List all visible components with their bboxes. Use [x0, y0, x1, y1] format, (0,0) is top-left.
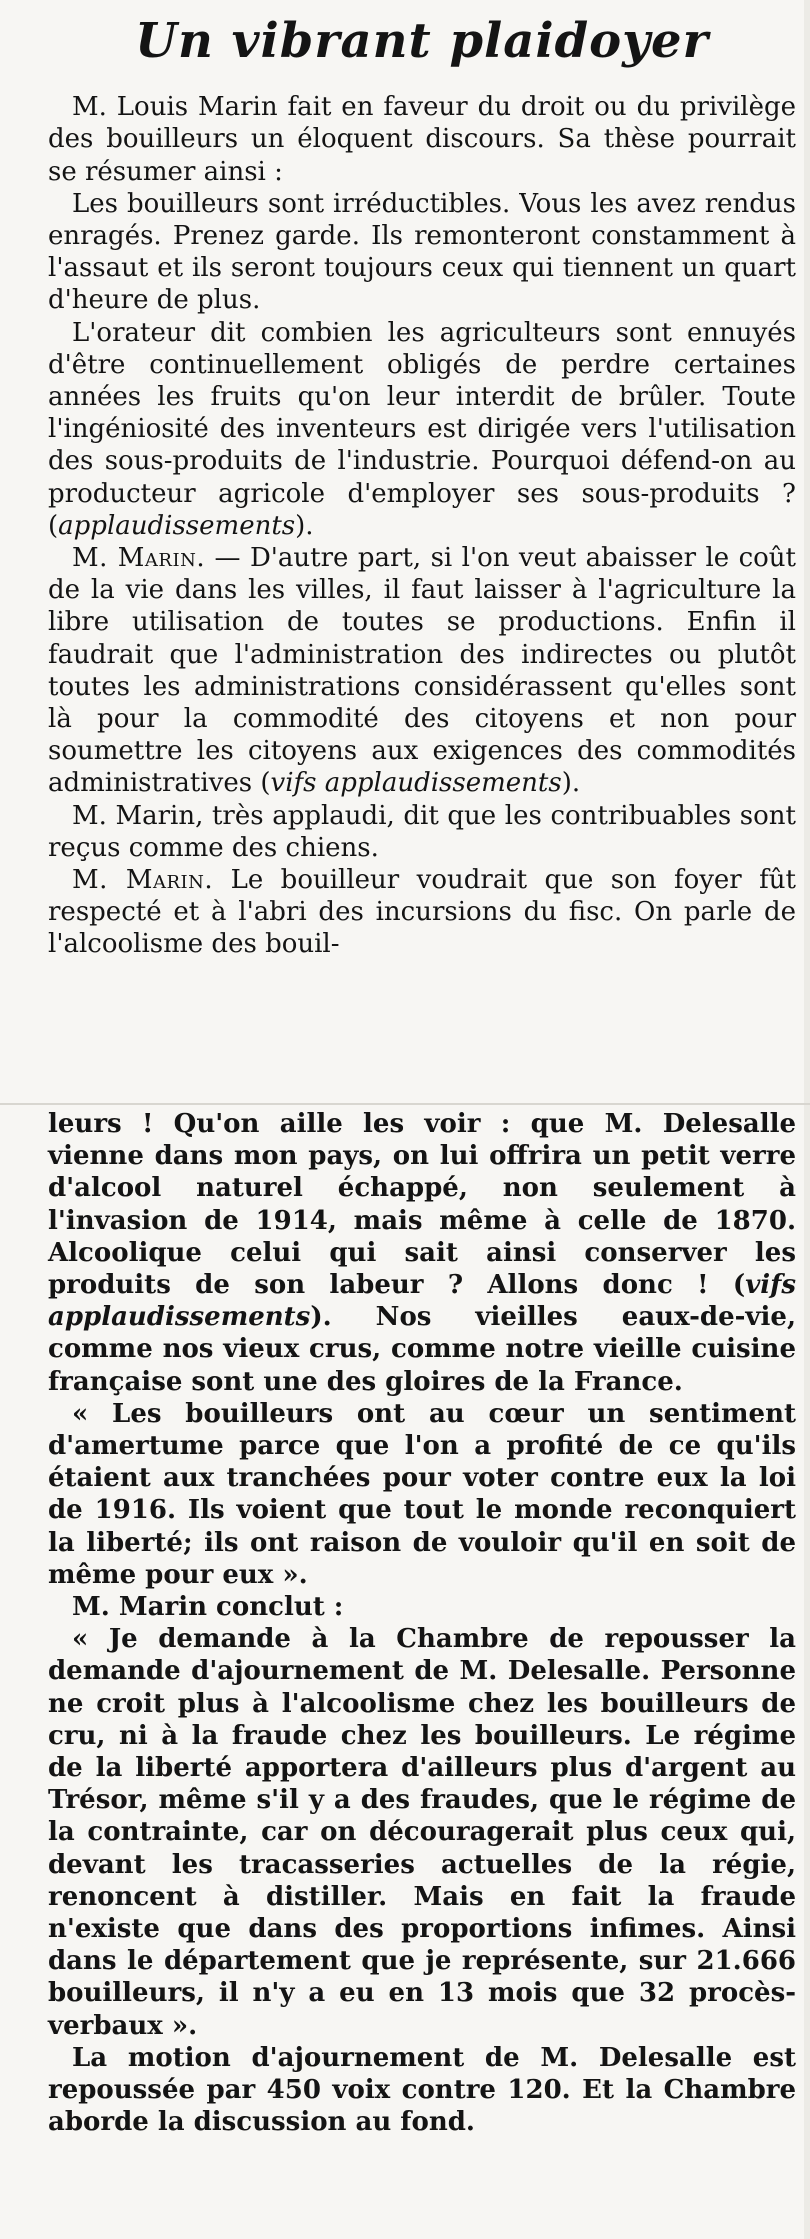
speaker-name: M. Marin. — [72, 543, 206, 574]
paragraph-conclusion-quote: « Je demande à la Chambre de repousser la demande d'ajournement de M. Delesalle. Personne ne croit plus à l'alcoolisme chez les bouilleurs de cru, ni à la fraude chez les bouilleurs. Le régime de la liberté apportera d'ailleurs plus d'argent au Trésor, même s'il y a des fraudes, que le régime de la contrainte, car on découragerait plus ceux qui, devant les tracasseries actuelles de la régie, renoncent à distiller. Mais en fait la fraude n'existe que dans des proportions infimes. Ainsi dans le département que je représente, sur 21.666 bouilleurs, il n'y a eu en 13 mois que 32 procès-verbaux ». — [48, 1624, 796, 2041]
speaker-name: M. Marin. — [72, 865, 214, 896]
paragraph-amertume: « Les bouilleurs ont au cœur un sentiment d'amertume parce que l'on a profité de ce qu'ils étaient aux tranchées pour voter contre eux la loi de 1916. Ils voient que tout le monde reconquiert la liberté; ils ont raison de vouloir qu'il en soit de même pour eux ». — [48, 1398, 796, 1590]
paragraph-contribuables: M. Marin, très applaudi, dit que les contribuables sont reçus comme des chiens. — [48, 800, 796, 863]
article-title: Un vibrant plaidoyer — [135, 13, 709, 69]
paragraph-alcoolisme — [48, 1108, 796, 1398]
article-column-bottom — [48, 1108, 796, 2139]
paragraph-marin-cout-vie-end: ). — [561, 768, 581, 799]
paragraph-conclusion-heading: M. Marin conclut : — [72, 1592, 344, 1623]
paragraph-bouilleur-foyer-text: Le bouilleur voudrait que son foyer fût respecté et à l'abri des incursions du fisc. On parle de l'alcoolisme des bouil- — [48, 865, 797, 960]
page-edge — [804, 0, 810, 2239]
paragraph-marin-cout-vie-text: — D'autre part, si l'on veut abaisser le coût de la vie dans les villes, il faut laisser à l'agriculture la libre utilisation de toutes se productions. Enfin il faudrait que l'administration des indirectes ou plutôt toutes les administrations considérassent qu'elles sont là pour la commodité des citoyens et non pour soumettre les citoyens aux exigences des commodités administratives ( — [48, 543, 797, 799]
applause-note: vifs applaudissements — [48, 1270, 796, 1333]
applause-note: applaudissements — [58, 510, 296, 541]
paragraph-orateur — [48, 317, 796, 542]
paragraph-alcoolisme-end: ). Nos vieilles eaux-de-vie, comme nos vieux crus, comme notre vieille cuisine française sont une des gloires de la France. — [48, 1302, 796, 1397]
applause-note: vifs applaudissements — [270, 768, 562, 799]
article-column-top — [48, 14, 796, 961]
paragraph-alcoolisme-text: leurs ! Qu'on aille les voir : que M. Delesalle vienne dans mon pays, on lui offrira un petit verre d'alcool naturel échappé, non seulement à l'invasion de 1914, mais même à celle de 1870. Alcoolique celui qui sait ainsi conserver les produits de son labeur ? Allons donc ! ( — [48, 1109, 796, 1301]
paragraph-orateur-text: L'orateur dit combien les agriculteurs sont ennuyés d'être continuellement obligés de perdre certaines années les fruits qu'on leur interdit de brûler. Toute l'ingéniosité des inventeurs est dirigée vers l'utilisation des sous-produits de l'industrie. Pourquoi défend-on au producteur agricole d'employer ses sous-produits ? ( — [48, 317, 796, 541]
paragraph-intro: M. Louis Marin fait en faveur du droit ou du privilège des bouilleurs un éloquent discours. Sa thèse pourrait se résumer ainsi : — [48, 92, 796, 187]
paragraph-bouilleur-foyer — [48, 864, 796, 961]
paragraph-bouilleurs-irreductibles: Les bouilleurs sont irréductibles. Vous les avez rendus enragés. Prenez garde. Ils remonteront constamment à l'assaut et ils seront toujours ceux qui tiennent un quart d'heure de plus. — [48, 188, 796, 316]
paragraph-marin-cout-vie — [48, 542, 796, 800]
paragraph-vote-result: La motion d'ajournement de M. Delesalle est repoussée par 450 voix contre 120. Et la Chambre aborde la discussion au fond. — [48, 2042, 796, 2138]
paragraph-orateur-end: ). — [295, 510, 314, 541]
clipping-seam — [0, 1103, 810, 1105]
